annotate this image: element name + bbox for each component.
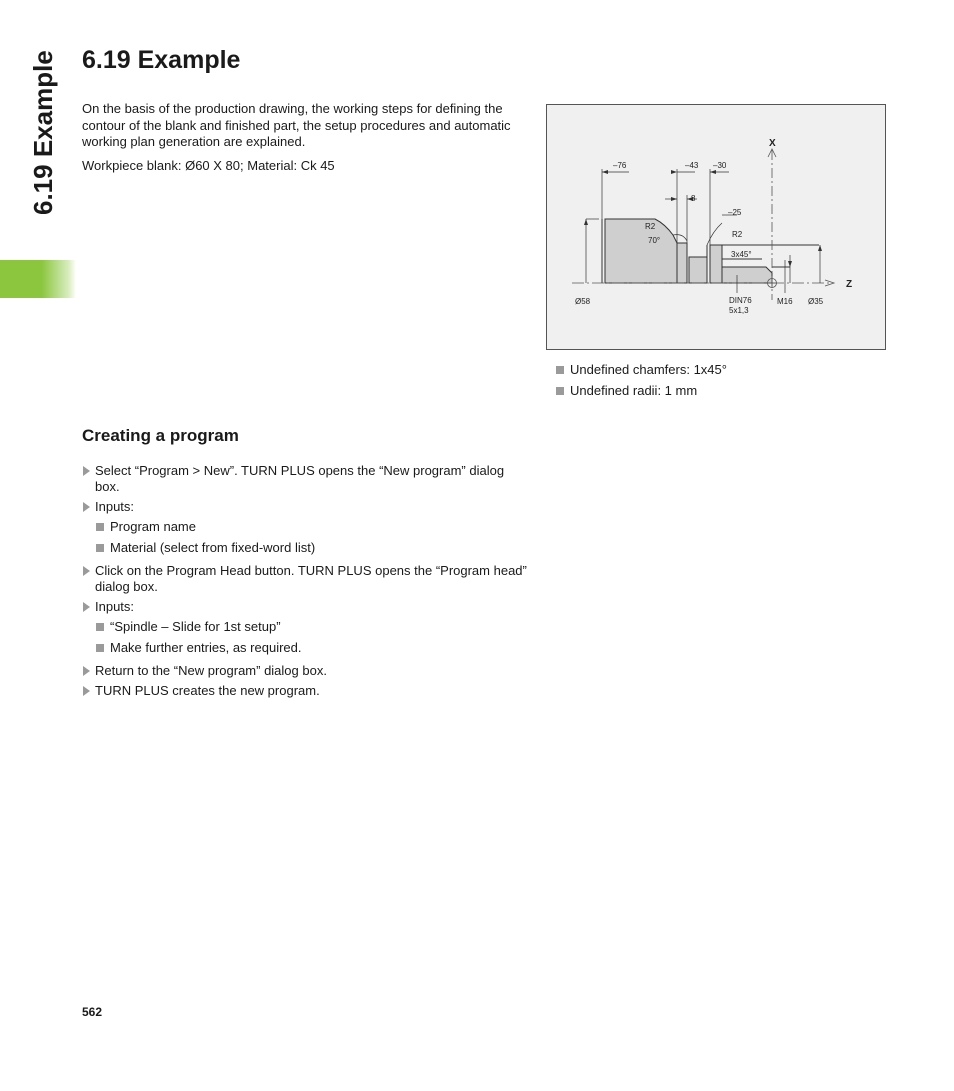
- square-bullet-icon: [556, 366, 564, 374]
- triangle-bullet-icon: [83, 686, 90, 696]
- list-item: Undefined chamfers: 1x45°: [556, 359, 886, 380]
- triangle-bullet-icon: [83, 666, 90, 676]
- list-item: Make further entries, as required.: [96, 640, 532, 656]
- page-number: 562: [82, 1005, 103, 1019]
- square-bullet-icon: [96, 523, 104, 531]
- step-item: Inputs:: [82, 599, 532, 615]
- triangle-bullet-icon: [83, 566, 90, 576]
- square-bullet-icon: [96, 623, 104, 631]
- step-item: Select “Program > New”. TURN PLUS opens the “New program” dialog box.: [82, 463, 532, 495]
- m16-label: M16: [777, 297, 793, 306]
- radius-label-2: R2: [732, 230, 743, 239]
- chamfer-label: 3x45°: [731, 250, 752, 259]
- sidebar-chapter-title: 6.19 Example: [28, 50, 58, 215]
- dim-minus-25: –25: [728, 208, 742, 217]
- step-item: TURN PLUS creates the new program.: [82, 683, 532, 699]
- dim-minus-30: –30: [713, 161, 727, 170]
- square-bullet-icon: [556, 387, 564, 395]
- production-drawing-figure: [546, 104, 886, 350]
- diameter-58-label: Ø58: [575, 297, 591, 306]
- z-axis-label: Z: [846, 279, 853, 290]
- list-item: Material (select from fixed-word list): [96, 540, 532, 556]
- square-bullet-icon: [96, 544, 104, 552]
- triangle-bullet-icon: [83, 502, 90, 512]
- sub-list: [96, 619, 532, 656]
- radius-label-1: R2: [645, 222, 656, 231]
- workpiece-blank-text: Workpiece blank: Ø60 X 80; Material: Ck 45: [82, 157, 335, 173]
- dim-8: 8: [691, 194, 696, 203]
- dim-minus-43: –43: [685, 161, 699, 170]
- sidebar-tab-marker: [0, 260, 76, 298]
- list-item: Program name: [96, 519, 532, 535]
- section-title: Creating a program: [82, 426, 239, 445]
- intro-text-block: [82, 101, 527, 181]
- production-drawing-svg: [547, 105, 885, 349]
- intro-paragraph: On the basis of the production drawing, the working steps for defining the contour of the blank and finished part, the setup procedures and automatic working plan generation are explained.: [82, 101, 511, 149]
- x-axis-label: X: [769, 138, 776, 149]
- din76-size-label: 5x1,3: [729, 306, 749, 315]
- step-item: Click on the Program Head button. TURN PLUS opens the “Program head” dialog box.: [82, 563, 532, 595]
- steps-list: [82, 463, 532, 703]
- figure-notes: [556, 359, 886, 401]
- square-bullet-icon: [96, 644, 104, 652]
- diameter-35-label: Ø35: [808, 297, 824, 306]
- triangle-bullet-icon: [83, 466, 90, 476]
- list-item: “Spindle – Slide for 1st setup”: [96, 619, 532, 635]
- angle-label: 70°: [648, 236, 661, 245]
- page-title: 6.19 Example: [82, 46, 241, 74]
- sub-list: [96, 519, 532, 556]
- dim-minus-76: –76: [613, 161, 627, 170]
- list-item: Undefined radii: 1 mm: [556, 380, 886, 401]
- din76-label: DIN76: [729, 296, 752, 305]
- triangle-bullet-icon: [83, 602, 90, 612]
- step-item: Return to the “New program” dialog box.: [82, 663, 532, 679]
- step-item: Inputs:: [82, 499, 532, 515]
